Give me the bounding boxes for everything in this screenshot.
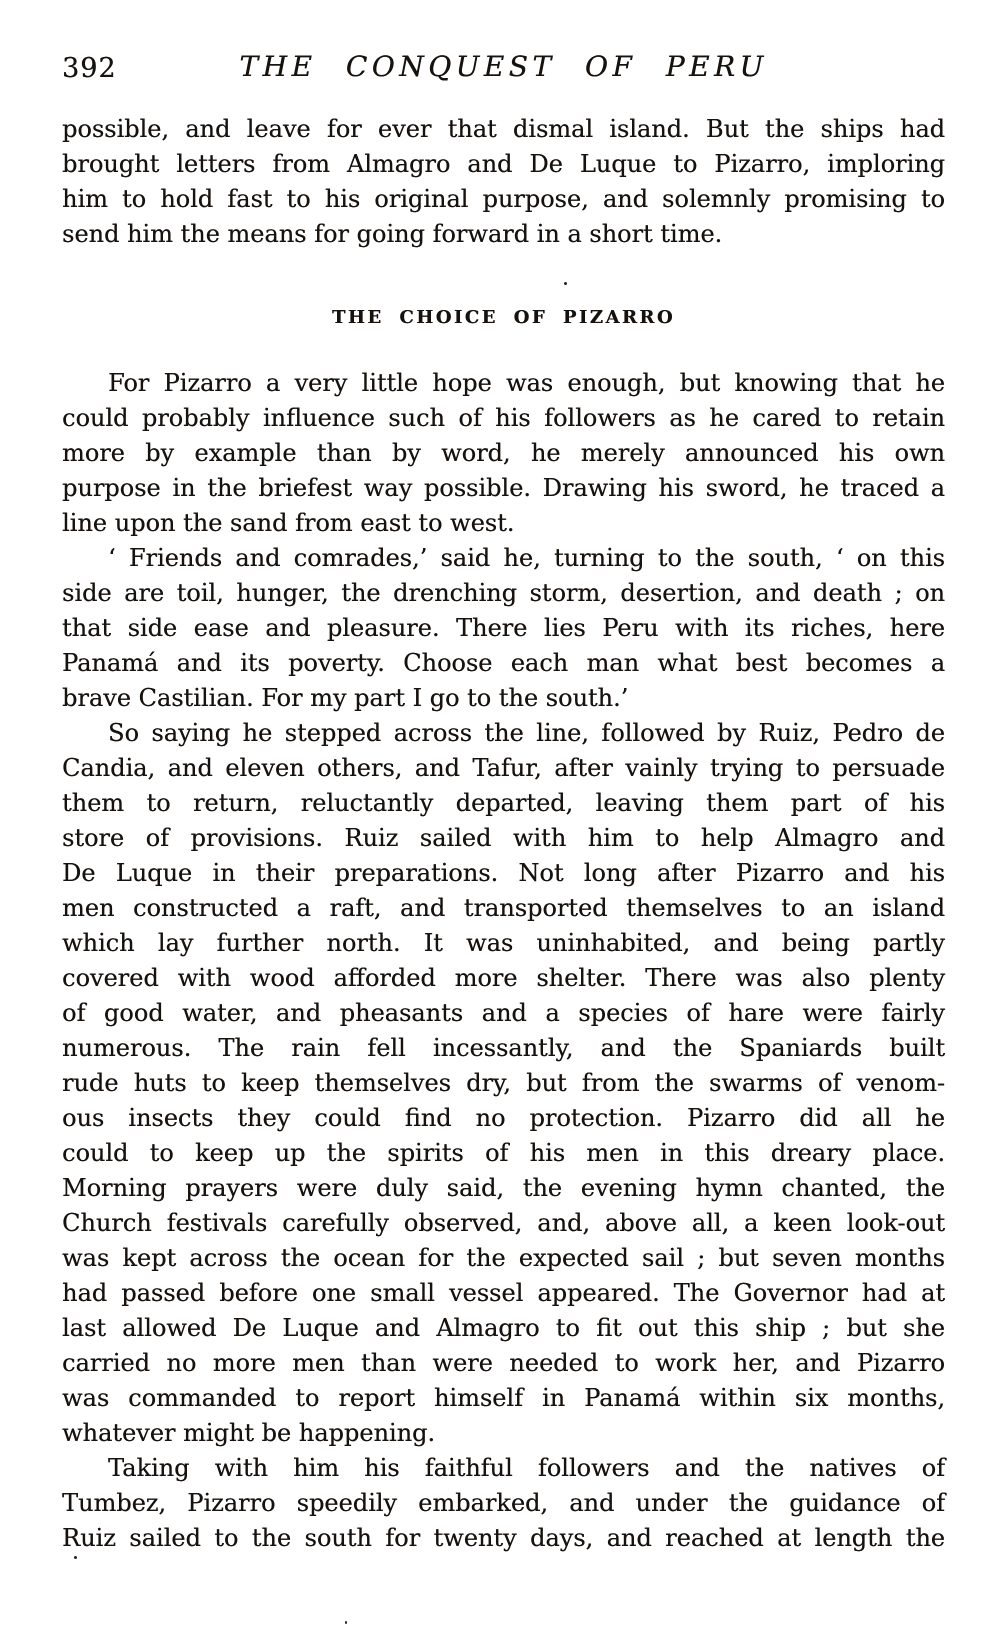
scan-speck	[74, 1556, 77, 1559]
text-line: Candia, and eleven others, and Tafur, after vainly trying to persuade	[62, 754, 945, 782]
text-line: Tumbez, Pizarro speedily embarked, and under the guidance of	[62, 1489, 945, 1517]
text-line: side are toil, hunger, the drenching storm, desertion, and death ; on	[62, 579, 945, 607]
paragraph	[62, 112, 945, 252]
text-line: was kept across the ocean for the expected sail ; but seven months	[62, 1244, 945, 1272]
text-line: of good water, and pheasants and a species of hare were fairly	[62, 999, 945, 1027]
text-line: rude huts to keep themselves dry, but from the swarms of venom-	[62, 1069, 945, 1097]
text-line: line upon the sand from east to west.	[62, 509, 515, 537]
paragraph	[62, 541, 945, 716]
text-line: that side ease and pleasure. There lies Peru with its riches, here	[62, 614, 945, 642]
text-line: ‘ Friends and comrades,’ said he, turning to the south, ‘ on this	[108, 544, 945, 572]
text-line: Morning prayers were duly said, the evening hymn chanted, the	[62, 1174, 945, 1202]
page-number: 392	[62, 53, 117, 84]
text-line: was commanded to report himself in Panamá within six months,	[62, 1384, 945, 1412]
scan-speck	[345, 1621, 347, 1624]
running-title: THE CONQUEST OF PERU	[239, 50, 768, 83]
section-heading: THE CHOICE OF PIZARRO	[331, 307, 676, 328]
paragraph	[62, 716, 945, 1451]
text-line: whatever might be happening.	[62, 1419, 436, 1447]
text-line: For Pizarro a very little hope was enough, but knowing that he	[108, 369, 945, 397]
text-line: could probably influence such of his followers as he cared to retain	[62, 404, 945, 432]
text-line: possible, and leave for ever that dismal island. But the ships had	[62, 115, 945, 143]
text-line: Ruiz sailed to the south for twenty days, and reached at length the	[62, 1524, 945, 1552]
text-line: which lay further north. It was uninhabited, and being partly	[62, 929, 945, 957]
text-line: send him the means for going forward in a short time.	[62, 220, 723, 248]
text-line: covered with wood afforded more shelter. There was also plenty	[62, 964, 945, 992]
paragraph	[62, 1451, 945, 1556]
text-line: them to return, reluctantly departed, leaving them part of his	[62, 789, 945, 817]
text-line: ous insects they could find no protection. Pizarro did all he	[62, 1104, 945, 1132]
text-line: could to keep up the spirits of his men in this dreary place.	[62, 1139, 945, 1167]
text-line: brave Castilian. For my part I go to the south.’	[62, 684, 629, 712]
text-line: Church festivals carefully observed, and, above all, a keen look-out	[62, 1209, 945, 1237]
text-line: him to hold fast to his original purpose, and solemnly promising to	[62, 185, 945, 213]
page-body	[62, 112, 945, 1556]
text-line: men constructed a raft, and transported themselves to an island	[62, 894, 945, 922]
text-line: So saying he stepped across the line, followed by Ruiz, Pedro de	[108, 719, 945, 747]
text-line: purpose in the briefest way possible. Drawing his sword, he traced a	[62, 474, 945, 502]
text-line: store of provisions. Ruiz sailed with him to help Almagro and	[62, 824, 945, 852]
text-line: brought letters from Almagro and De Luque to Pizarro, imploring	[62, 150, 945, 178]
text-line: had passed before one small vessel appeared. The Governor had at	[62, 1279, 945, 1307]
scan-speck	[564, 282, 567, 285]
text-line: more by example than by word, he merely announced his own	[62, 439, 945, 467]
text-line: Panamá and its poverty. Choose each man what best becomes a	[62, 649, 945, 677]
text-line: numerous. The rain fell incessantly, and the Spaniards built	[62, 1034, 945, 1062]
running-header	[62, 50, 945, 90]
text-line: De Luque in their preparations. Not long after Pizarro and his	[62, 859, 945, 887]
text-line: Taking with him his faithful followers and the natives of	[108, 1454, 945, 1482]
text-line: last allowed De Luque and Almagro to fit out this ship ; but she	[62, 1314, 945, 1342]
text-line: carried no more men than were needed to work her, and Pizarro	[62, 1349, 945, 1377]
paragraph	[62, 366, 945, 541]
